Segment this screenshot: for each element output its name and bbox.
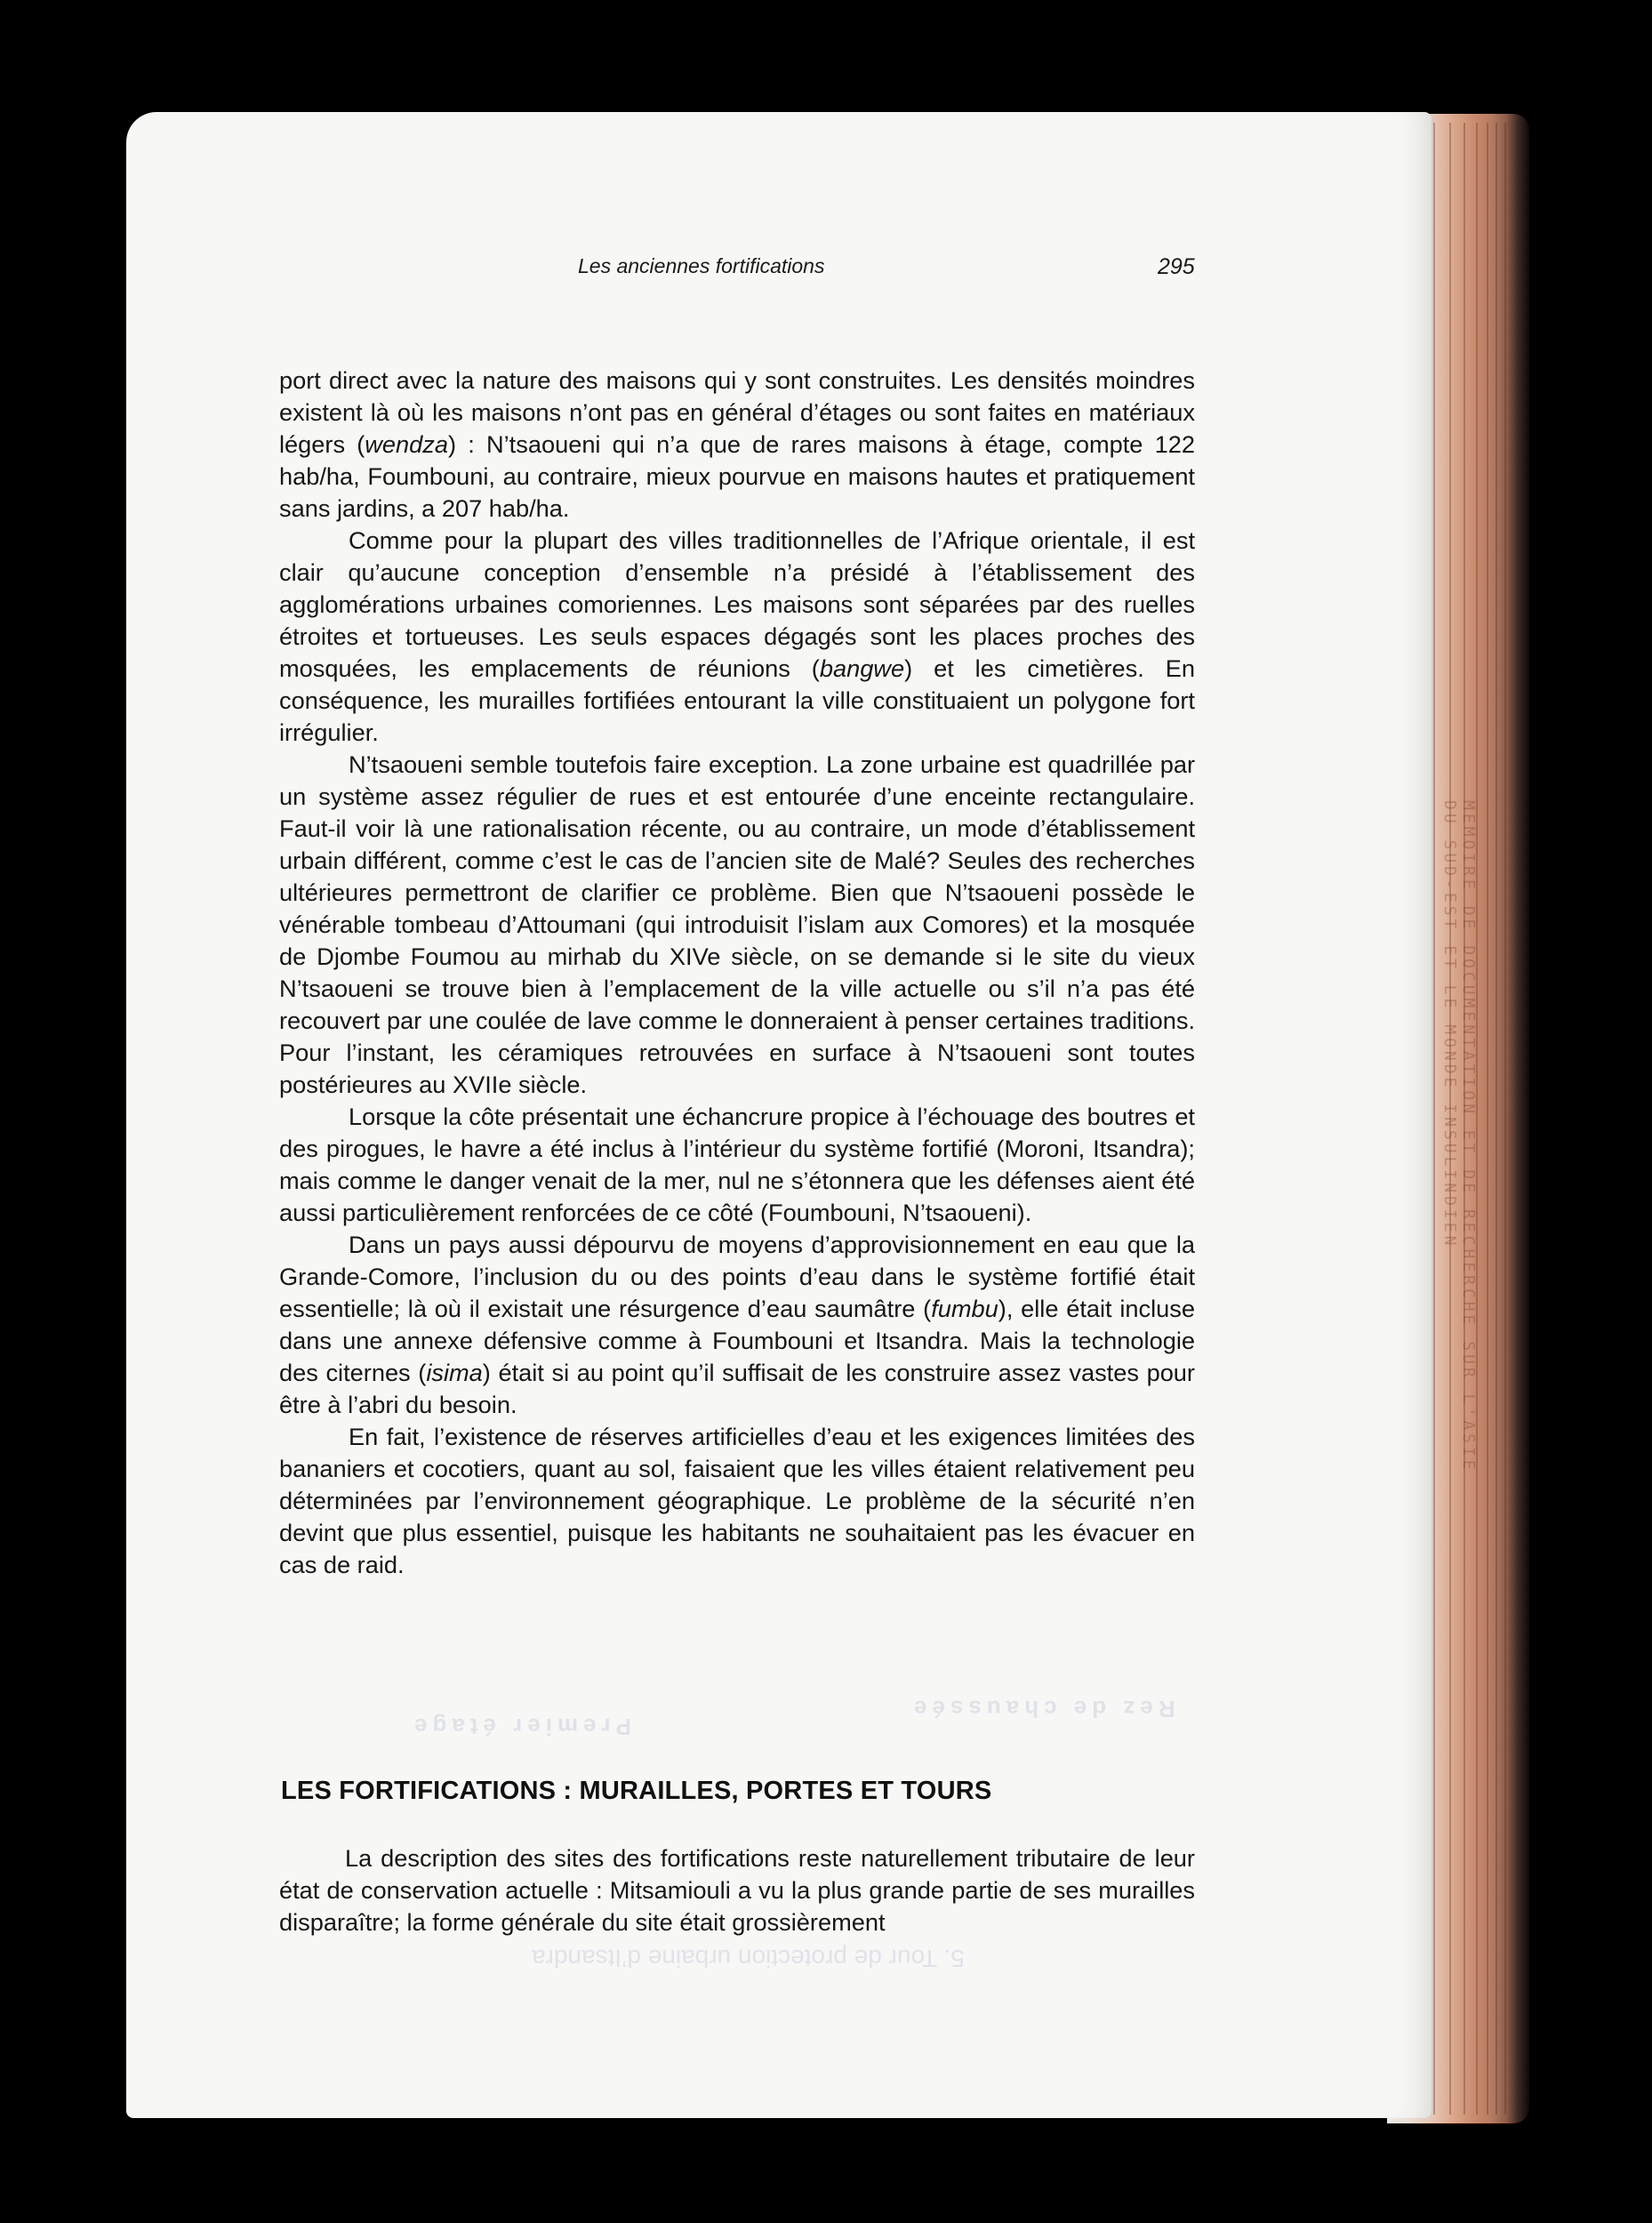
show-through-label-left: Rez de chaussée [909, 1696, 1175, 1722]
text-run: N’tsaoueni semble toutefois faire exception. La zone urbaine est quadrillée par un système assez régulier de rues et est entourée d’une enceinte rectangulaire. Faut-il voir là une rationalisation récente, ou au contraire, un mode d’établissement urbain différent, comme c’est le cas de l’ancien site de Malé? Seules des recherches ultérieures permettront de clarifier ce problème. Bien que N’tsaoueni possède le vénérable tombeau d’Attoumani (qui introduisit l’islam aux Comores) et la mosquée de Djombe Foumou au mirhab du XIVe siècle, on se demande si le site du vieux N’tsaoueni se trouve bien à l’emplacement de la ville actuelle ou s’il n’a pas été recouvert par une coulée de lave comme le donneraient à penser certaines traditions. Pour l’instant, les céramiques retrouvées en surface à N’tsaoueni sont toutes postérieures au XVIIe siècle. [279, 750, 1195, 1098]
body-text [279, 365, 1195, 1581]
text-run: Dans un pays aussi dépourvu de moyens d’approvisionnement en eau que la Grande-Comore, l’inclusion du ou des points d’eau dans le système fortifié était essentielle; là où il existait une résurgence d’eau saumâtre ( [279, 1231, 1195, 1322]
text-run: ), elle était incluse dans une annexe défensive comme à Foumbouni et Itsandra. Mais la technologie des citernes ( [279, 1295, 1195, 1386]
section-body-text [279, 1842, 1195, 1938]
text-run: Lorsque la côte présentait une échancrure propice à l’échouage des boutres et des pirogues, le havre a été inclus à l’intérieur du système fortifié (Moroni, Itsandra); mais comme le danger venait de la mer, nul ne s’étonnera que les défenses aient été aussi particulièrement renforcées de ce côté (Foumbouni, N’tsaoueni). [279, 1103, 1195, 1226]
text-run: ) était si au point qu’il suffisait de les construire assez vastes pour être à l’abri du besoin. [279, 1359, 1195, 1418]
page-number: 295 [1158, 254, 1195, 279]
italic-term: bangwe [819, 654, 905, 682]
running-title: Les anciennes fortifications [578, 254, 825, 277]
running-head [0, 254, 1652, 290]
paragraph [279, 749, 1195, 1101]
text-run: ) et les cimetières. En conséquence, les murailles fortifiées entourant la ville constituaient un polygone fort irrégulier. [279, 654, 1196, 746]
paragraph [279, 1229, 1195, 1421]
italic-term: fumbu [931, 1295, 998, 1322]
italic-term: isima [426, 1359, 483, 1386]
text-run: Comme pour la plupart des villes traditionnelles de l’Afrique orientale, il est clair qu’aucune conception d’ensemble n’a présidé à l’établissement des agglomérations urbaines comoriennes. Les maisons sont séparées par des ruelles étroites et tortueuses. Les seuls espaces dégagés sont les places proches des mosquées, les emplacements de réunions ( [279, 526, 1195, 682]
section-heading: LES FORTIFICATIONS : MURAILLES, PORTES ET TOURS [281, 1777, 992, 1805]
show-through-label-right: Premier étage [409, 1713, 631, 1740]
text-run: port direct avec la nature des maisons qui y sont construites. Les densités moindres existent là où les maisons n’ont pas en général d’étages ou sont faites en matériaux légers ( [279, 366, 1195, 458]
text-run: ) : N’tsaoueni qui n’a que de rares maisons à étage, compte 122 hab/ha, Foumbouni, au contraire, mieux pourvue en maisons hautes et pratiquement sans jardins, a 207 hab/ha. [279, 430, 1195, 522]
section-paragraph: La description des sites des fortifications reste naturellement tributaire de leur état de conservation actuelle : Mitsamiouli a vu la plus grande partie de ses murailles disparaître; la forme générale du site était grossièrement [279, 1844, 1195, 1936]
text-run: En fait, l’existence de réserves artificielles d’eau et les exigences limitées des bananiers et cocotiers, quant au sol, faisaient que les villes étaient relativement peu déterminées par l’environnement géographique. Le problème de la sécurité n’en devint que plus essentiel, puisque les habitants ne souhaitaient pas les évacuer en cas de raid. [279, 1423, 1195, 1578]
edge-stamp-text: MEMOIRE DE DOCUMENTATION ET DE RECHERCHE SUR L'ASIE DU SUD-EST ET LE MONDE INSULINDIEN [1440, 800, 1478, 1473]
paragraph [279, 525, 1195, 749]
paragraph [279, 1421, 1195, 1581]
show-through-caption: 5. Tour de protection urbaine d’Itsandra [532, 1945, 965, 1972]
paragraph [279, 1101, 1195, 1229]
paragraph [279, 365, 1195, 525]
italic-term: wendza [365, 430, 449, 458]
